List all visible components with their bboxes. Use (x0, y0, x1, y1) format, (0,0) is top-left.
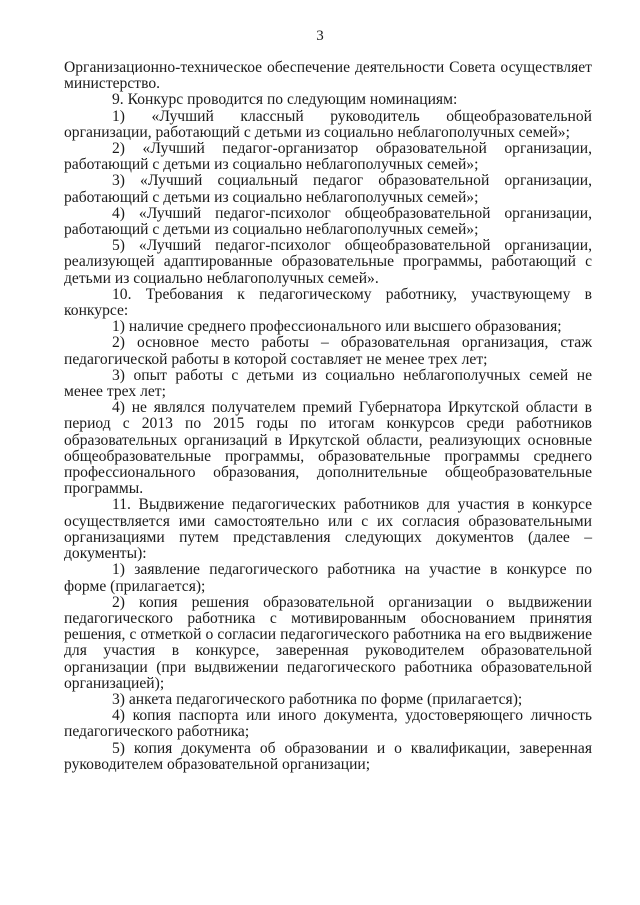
list-item: 2) «Лучший педагог-организатор образовательной организации, работающий с детьми из социально неблагополучных семей»; (64, 140, 592, 174)
list-item: 4) «Лучший педагог-психолог общеобразовательной организации, работающий с детьми из социально неблагополучных семей»; (64, 204, 592, 239)
page-number: 3 (316, 28, 324, 44)
list-item: 5) «Лучший педагог-психолог общеобразовательной организации, реализующей адаптированные образовательные программы, работающий с детьми из социально неблагополучных семей». (64, 237, 592, 287)
list-item: 5) копия документа об образовании и о квалификации, заверенная руководителем образовательной организации; (64, 739, 592, 773)
list-item: 3) опыт работы с детьми из социально неблагополучных семей не менее трех лет; (64, 366, 592, 401)
list-item: 2) основное место работы – образовательная организация, стаж педагогической работы в которой составляет не менее трех лет; (64, 334, 592, 368)
list-item: 1) заявление педагогического работника на участие в конкурсе по форме (прилагается); (64, 561, 592, 595)
paragraph: 10. Требования к педагогическому работнику, участвующему в конкурсе: (64, 285, 592, 320)
list-item: 3) анкета педагогического работника по форме (прилагается); (112, 690, 523, 708)
document-body (64, 60, 592, 773)
list-item: 1) наличие среднего профессионального или высшего образования; (112, 318, 562, 336)
paragraph: 11. Выдвижение педагогических работников для участия в конкурсе осуществляется ими самостоятельно или с их согласия образовательными организациями путем представления следующих документов (далее – документы): (64, 496, 592, 563)
list-item: 2) копия решения образовательной организации о выдвижении педагогического работника с мотивированным обоснованием принятия решения, с отметкой о согласии педагогического работника на его выдвижение для участия в конкурсе, заверенная руководителем образовательной организации (при выдвижении педагогического работника образовательной организацией); (64, 593, 592, 692)
paragraph: Организационно-техническое обеспечение деятельности Совета осуществляет министерство. (64, 59, 592, 93)
list-item: 1) «Лучший классный руководитель общеобразовательной организации, работающий с детьми из социально неблагополучных семей»; (64, 107, 592, 141)
list-item: 4) не являлся получателем премий Губернатора Иркутской области в период с 2013 по 2015 годы по итогам конкурсов среди работников образовательных организаций в Иркутской области, реализующих основные общеобразовательные программы, образовательные программы среднего профессионального образования, дополнительные общеобразовательные программы. (64, 399, 592, 498)
list-item: 3) «Лучший социальный педагог образовательной организации, работающий с детьми из социально неблагополучных семей»; (64, 172, 592, 206)
list-item: 4) копия паспорта или иного документа, удостоверяющего личность педагогического работника; (64, 707, 592, 741)
paragraph: 9. Конкурс проводится по следующим номинациям: (112, 91, 458, 109)
